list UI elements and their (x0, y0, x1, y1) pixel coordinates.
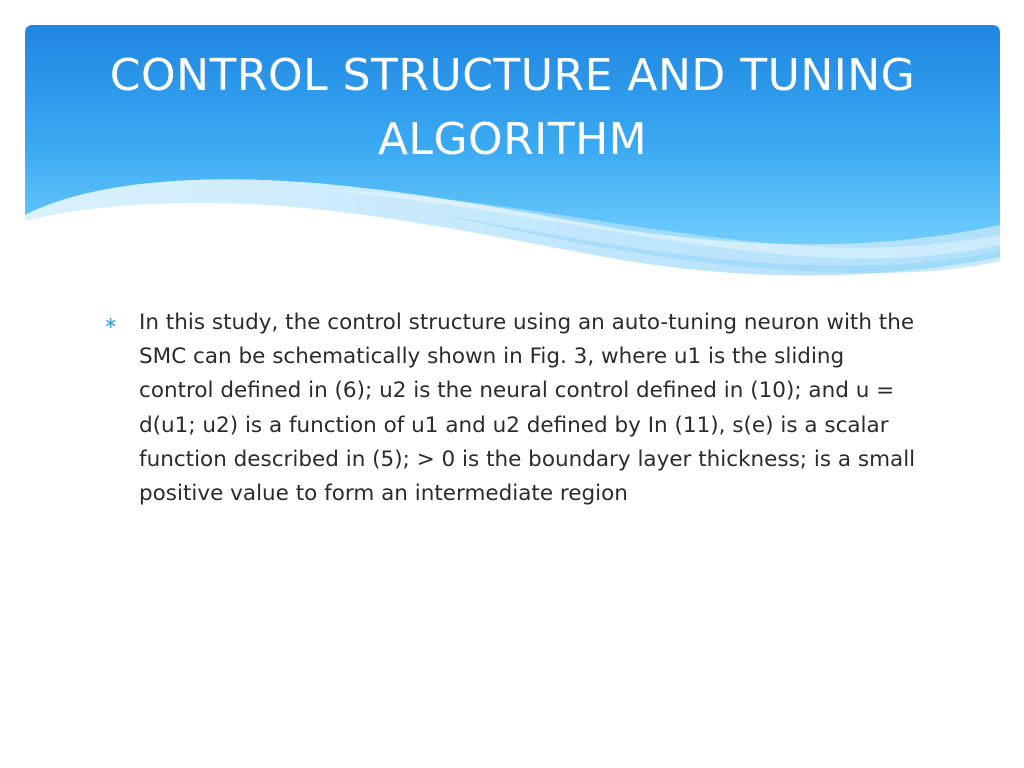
slide-title: CONTROL STRUCTURE AND TUNING ALGORITHM (109, 50, 916, 165)
bullet-list (104, 306, 924, 511)
bullet-item (104, 306, 924, 511)
bullet-text: In this study, the control structure using an auto-tuning neuron with the SMC can be schematically shown in Fig. 3, where u1 is the sliding control defined in (6); u2 is the neural control defined in (10); and u = d(u1; u2) is a function of u1 and u2 defined by In (11), s(e) is a scalar function described in (5); > 0 is the boundary layer thickness; is a small positive value to form an intermediate region (139, 310, 916, 507)
slide-content (104, 306, 924, 511)
asterisk-bullet-icon: ∗ (104, 313, 118, 332)
